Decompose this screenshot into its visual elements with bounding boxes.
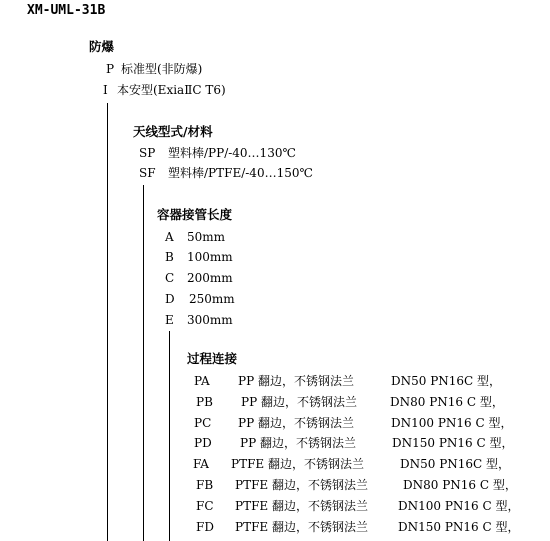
antenna-option-desc: 塑料棒/PP/-40…130℃: [168, 146, 296, 160]
connection-option-spec: DN50 PN16C 型，: [391, 374, 502, 388]
length-option-desc: 200mm: [187, 271, 233, 285]
length-option-code: C: [165, 271, 175, 285]
connection-option-spec: DN100 PN16 C 型，: [398, 499, 520, 513]
length-option-desc: 50mm: [187, 230, 226, 244]
connection-option-desc: PTFE 翻边，不锈钢法兰: [231, 457, 364, 471]
connection-option-spec: DN80 PN16 C 型，: [390, 395, 504, 409]
length-option-code: D: [165, 292, 175, 306]
connection-option-desc: PTFE 翻边，不锈钢法兰: [235, 520, 368, 534]
connection-option-code: FD: [196, 520, 214, 534]
length-option-desc: 250mm: [189, 292, 235, 306]
connection-option-code: FA: [193, 457, 209, 471]
length-option-code: A: [165, 230, 174, 244]
length-option-code: B: [165, 250, 174, 264]
connection-option-spec: DN150 PN16 C 型，: [398, 520, 520, 534]
antenna-option-code: SF: [139, 166, 156, 180]
length-option-desc: 300mm: [187, 313, 233, 327]
tree-connector-line: [143, 185, 144, 541]
connection-option-desc: PTFE 翻边，不锈钢法兰: [235, 478, 368, 492]
connection-option-code: FB: [196, 478, 214, 492]
explosion-option-code: I: [103, 83, 108, 97]
connection-option-code: PD: [194, 436, 212, 450]
length-option-code: E: [165, 313, 174, 327]
explosion-option-code: P: [106, 62, 115, 76]
antenna-heading: 天线型式/材料: [133, 124, 213, 139]
connection-option-spec: DN50 PN16C 型，: [400, 457, 511, 471]
connection-option-code: PB: [196, 395, 213, 409]
length-option-desc: 100mm: [187, 250, 233, 264]
connection-option-code: PA: [194, 374, 210, 388]
antenna-option-desc: 塑料棒/PTFE/-40…150℃: [168, 166, 313, 180]
tree-connector-line: [169, 331, 170, 541]
tree-connector-line: [107, 103, 108, 541]
connection-option-code: PC: [194, 416, 212, 430]
antenna-option-code: SP: [139, 146, 156, 160]
connection-option-spec: DN80 PN16 C 型，: [403, 478, 517, 492]
connection-option-spec: DN100 PN16 C 型，: [391, 416, 513, 430]
model-title: XM-UML-31B: [27, 3, 106, 18]
connection-option-code: FC: [196, 499, 214, 513]
connection-option-desc: PP 翻边，不锈钢法兰: [240, 436, 356, 450]
connection-option-desc: PP 翻边，不锈钢法兰: [238, 374, 354, 388]
explosion-option-desc: 标准型(非防爆): [121, 62, 203, 76]
connection-option-desc: PP 翻边，不锈钢法兰: [238, 416, 354, 430]
connection-option-desc: PP 翻边，不锈钢法兰: [241, 395, 357, 409]
explosion-proof-heading: 防爆: [89, 39, 115, 54]
explosion-option-desc: 本安型(ExiaⅡC T6): [117, 83, 226, 97]
process-connection-heading: 过程连接: [187, 351, 238, 366]
connection-option-spec: DN150 PN16 C 型，: [392, 436, 514, 450]
vessel-length-heading: 容器接管长度: [157, 207, 233, 222]
connection-option-desc: PTFE 翻边，不锈钢法兰: [235, 499, 368, 513]
